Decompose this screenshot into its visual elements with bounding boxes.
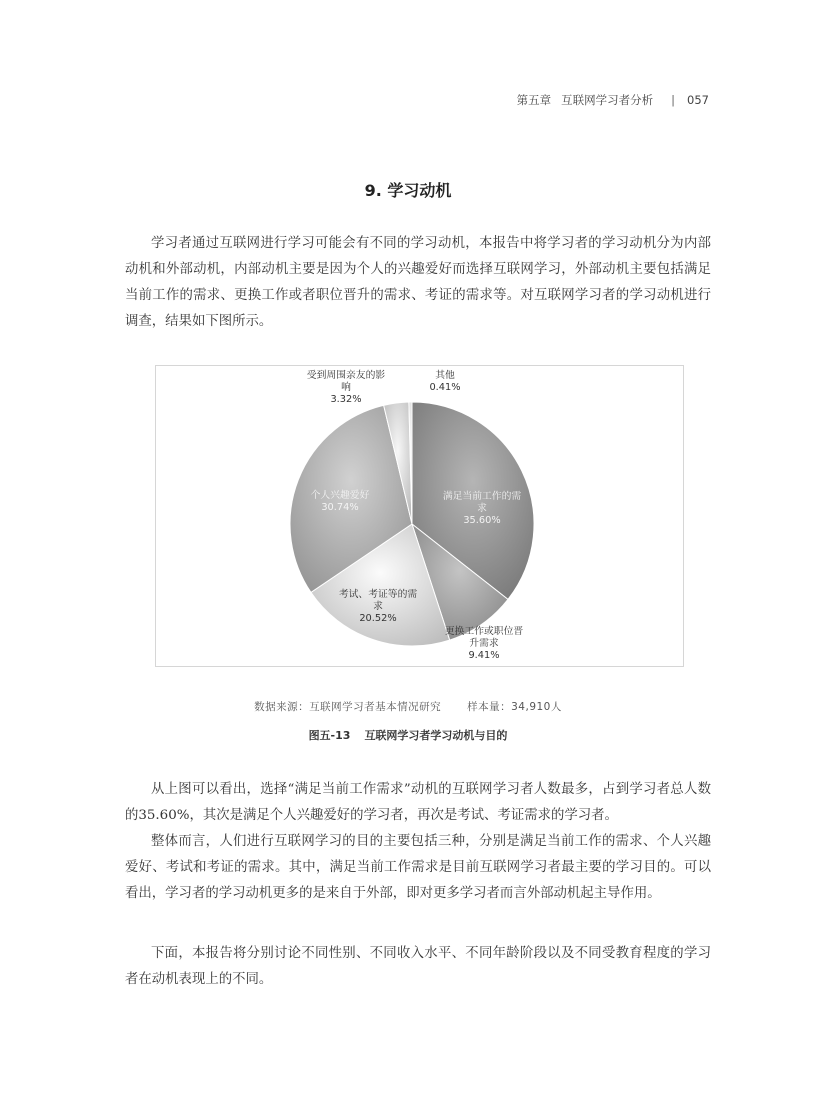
running-header [517,92,709,108]
pie-slice-label: 其他 0.41% [429,370,461,393]
figure-caption [0,727,816,743]
body-paragraph-3: 下面，本报告将分别讨论不同性别、不同收入水平、不同年龄阶段以及不同受教育程度的学习者在动机表现上的不同。 [125,946,711,987]
section-title: 9. 学习动机 [364,181,452,200]
page-number: 057 [687,93,709,107]
pie-slice-label: 满足当前工作的需求 35.60% [442,491,522,526]
pie-slice-label: 受到周围亲友的影响 3.32% [306,370,386,405]
data-source: 数据来源：互联网学习者基本情况研究 [254,701,442,713]
chapter-label: 第五章 [516,93,552,107]
figure-number: 图五-13 [308,729,351,742]
data-source-line [0,699,816,714]
sample-size: 样本量：34,910人 [467,701,562,713]
pie-slice-label: 个人兴趣爱好 30.74% [310,490,370,513]
figure-title: 互联网学习者学习动机与目的 [364,729,508,742]
header-separator: | [671,93,676,107]
body-paragraph-2: 整体而言，人们进行互联网学习的目的主要包括三种，分别是满足当前工作的需求、个人兴趣爱好、考试和考证的需求。其中，满足当前工作需求是目前互联网学习者最主要的学习目的。可以看出，学习者的学习动机更多的是来自于外部，即对更多学习者而言外部动机起主导作用。 [125,834,711,901]
intro-paragraph: 学习者通过互联网进行学习可能会有不同的学习动机，本报告中将学习者的学习动机分为内部动机和外部动机，内部动机主要是因为个人的兴趣爱好而选择互联网学习，外部动机主要包括满足当前工作的需求、更换工作或者职位晋升的需求、考证的需求等。对互联网学习者的学习动机进行调查，结果如下图所示。 [125,236,711,329]
chapter-title: 互联网学习者分析 [561,93,654,107]
pie-chart-frame [155,365,684,667]
pie-slice-label: 考试、考证等的需求 20.52% [338,589,418,624]
body-paragraph-1: 从上图可以看出，选择“满足当前工作需求”动机的互联网学习者人数最多，占到学习者总人数的35.60%，其次是满足个人兴趣爱好的学习者，再次是考试、考证需求的学习者。 [125,782,711,823]
pie-chart [156,366,683,666]
pie-slice-label: 更换工作或职位晋升需求 9.41% [444,626,524,661]
